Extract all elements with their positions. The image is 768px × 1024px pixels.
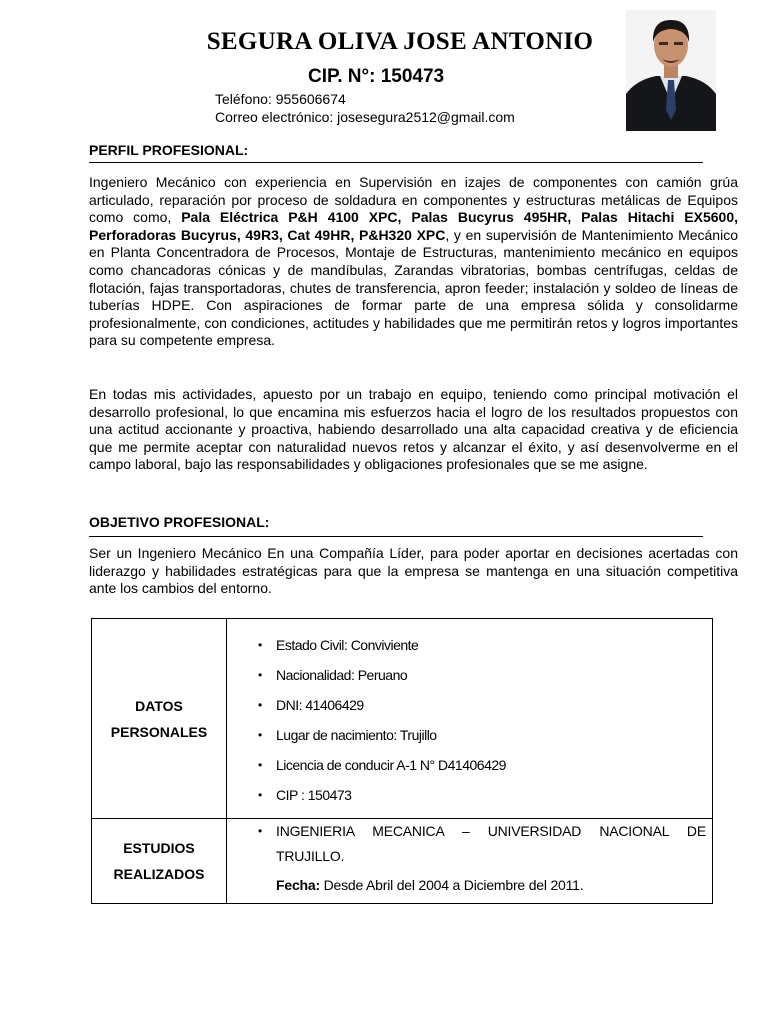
list-item (227, 690, 706, 720)
objective-section-title: OBJETIVO PROFESIONAL: (89, 514, 270, 530)
list-item (227, 660, 706, 690)
candidate-name: SEGURA OLIVA JOSE ANTONIO (206, 28, 594, 55)
date-value: Desde Abril del 2004 a Diciembre del 2011. (319, 877, 584, 893)
marital-status: Estado Civil: Conviviente (276, 636, 419, 653)
profile-section-title: PERFIL PROFESIONAL: (89, 142, 249, 158)
birthplace: Lugar de nacimiento: Trujillo (276, 726, 437, 743)
drivers-license: Licencia de conducir A-1 N° D41406429 (276, 756, 506, 773)
nationality: Nacionalidad: Peruano (276, 666, 408, 683)
profile-divider (89, 162, 703, 163)
bullet-icon: • (258, 824, 263, 838)
bullet-icon: • (258, 667, 262, 682)
bullet-icon: • (258, 757, 262, 772)
profile-text-a: Ingeniero Mecánico con experiencia en Supervisión en izajes de componentes con camión grúa articulado, reparación por proceso de soldadura en componentes y estructuras metálicas de Equipos como como, (89, 174, 738, 226)
personal-data-list (227, 619, 713, 819)
objective-paragraph: Ser un Ingeniero Mecánico En una Compañía Líder, para poder aportar en decisiones acertadas con liderazgo y habilidades estratégicas para que la empresa se mantenga en una situación competitiva ante los cambios del entorno. (89, 545, 738, 597)
studies-label (92, 819, 227, 904)
profile-text-b: , y en supervisión de Mantenimiento Mecánico en Planta Concentradora de Procesos, Montaje de Estructuras, mantenimiento mecánico en equipos como chancadoras cónicas y de mandíbulas, Zarandas vibratorias, bombas centrífugas, celdas de flotación, fajas transportadoras, chutes de transferencia, apron feeder; instalación y soldeo de líneas de tuberías HDPE. Con aspiraciones de formar parte de una empresa sólida y consolidarme profesionalmente, con condiciones, actitudes y habilidades que me permitirán retos y logros importantes para su competente empresa. (89, 226, 738, 349)
studies-label-line1: ESTUDIOS (123, 840, 195, 856)
personal-label-line2: PERSONALES (110, 723, 208, 740)
personal-data-label (92, 619, 227, 819)
bullet-icon: • (258, 637, 262, 652)
degree-line1: INGENIERIA MECANICA – UNIVERSIDAD NACIONAL DE (276, 823, 706, 839)
cip-item: CIP : 150473 (276, 786, 352, 803)
list-item (227, 630, 706, 660)
profile-equipment: Pala Eléctrica P&H 4100 XPC, Palas Bucyrus 495HR, Palas Hitachi EX5600, Perforadoras Bucyrus, 49R3, Cat 49HR, P&H320 XPC (89, 209, 738, 243)
profile-paragraph-1 (89, 174, 738, 350)
list-item (227, 750, 706, 780)
bullet-icon: • (258, 697, 262, 712)
email: Correo electrónico: josesegura2512@gmail.com (215, 109, 515, 125)
studies-content (227, 819, 713, 904)
profile-paragraph-2: En todas mis actividades, apuesto por un trabajo en equipo, teniendo como principal motivación el desarrollo profesional, lo que encamina mis esfuerzos hacia el logro de los resultados propuestos con una actitud accionante y proactiva, habiendo desarrollado una alta capacidad creativa y de eficiencia que me permite aceptar con naturalidad nuevos retos y alcanzar el éxito, y así desenvolverme en el campo laboral, bajo las responsabilidades y obligaciones profesionales que se me asigne. (89, 386, 738, 473)
objective-divider (89, 536, 703, 537)
bullet-icon: • (258, 787, 262, 802)
studies-degree (227, 819, 706, 844)
studies-row (92, 819, 713, 904)
date-label: Fecha: (276, 877, 320, 893)
dni: DNI: 41406429 (276, 696, 364, 713)
studies-label-line2: REALIZADOS (113, 866, 205, 882)
personal-data-row (92, 619, 713, 819)
phone: Teléfono: 955606674 (215, 91, 346, 107)
list-item (227, 720, 706, 750)
portrait-image (626, 10, 716, 131)
cip-number: CIP. N°: 150473 (308, 66, 445, 87)
bullet-icon: • (258, 727, 262, 742)
list-item (227, 780, 706, 810)
studies-date (227, 873, 706, 898)
profile-photo (626, 10, 716, 131)
info-table (91, 618, 713, 904)
personal-label-line1: DATOS (135, 697, 183, 714)
studies-degree-cont: TRUJILLO. (276, 848, 345, 864)
